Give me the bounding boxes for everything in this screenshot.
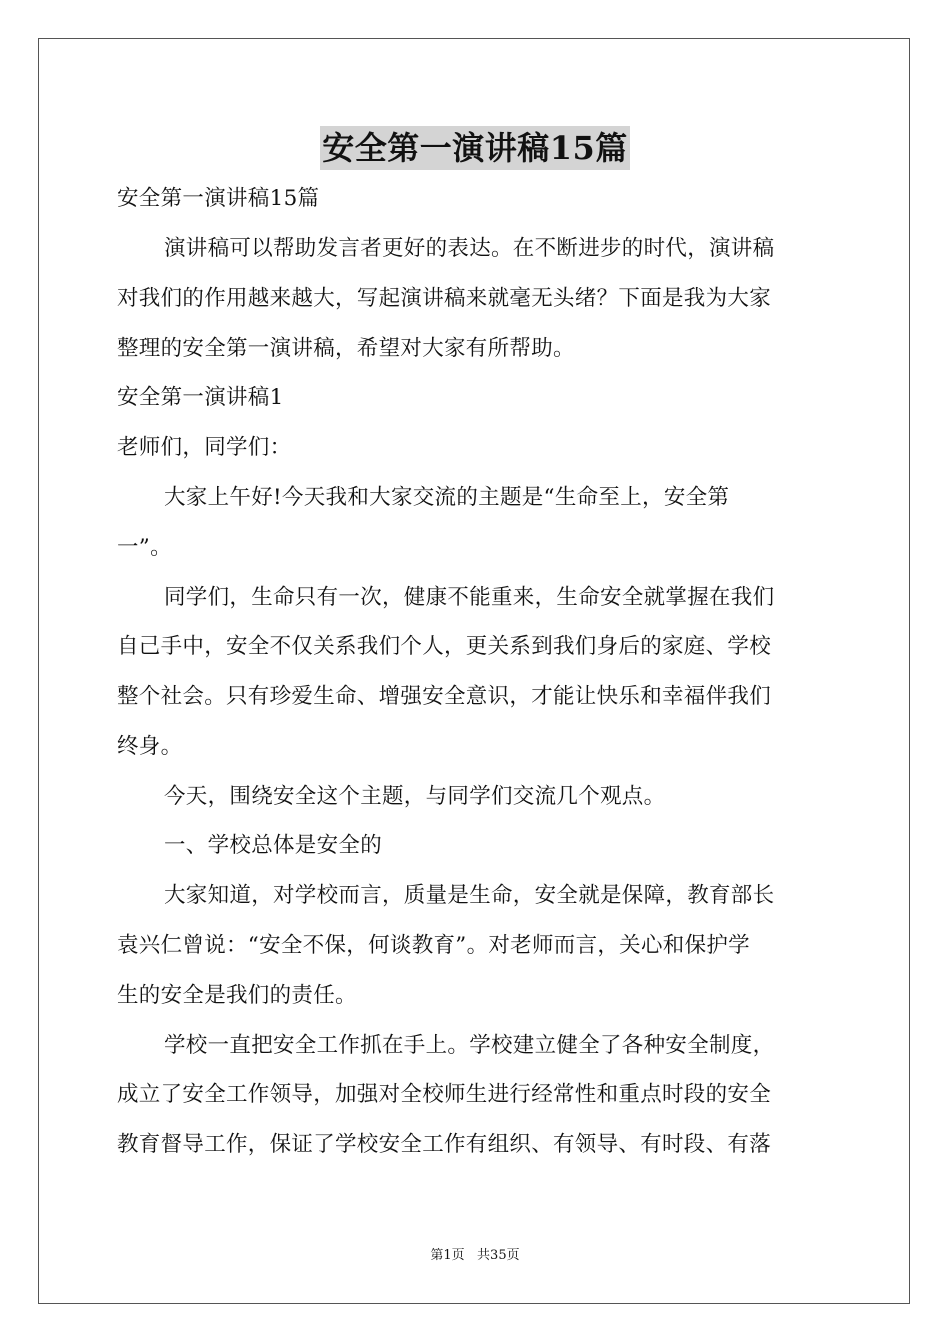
- text-line: 演讲稿可以帮助发言者更好的表达。在不断进步的时代，演讲稿: [164, 236, 775, 261]
- page-border: [38, 38, 910, 1304]
- text-line: 自己手中，安全不仅关系我们个人，更关系到我们身后的家庭、学校: [117, 634, 772, 659]
- text-line: 成立了安全工作领导，加强对全校师生进行经常性和重点时段的安全: [117, 1082, 772, 1107]
- subheading-line: 一、学校总体是安全的: [164, 833, 383, 858]
- text-line: 今天，围绕安全这个主题，与同学们交流几个观点。: [164, 784, 666, 809]
- text-line: 学校一直把安全工作抓在手上。学校建立健全了各种安全制度，: [164, 1033, 775, 1058]
- document-title: 安全第一演讲稿15篇: [320, 126, 630, 170]
- salutation: 老师们，同学们：: [117, 435, 292, 460]
- title-container: [0, 126, 950, 170]
- text-line: 整个社会。只有珍爱生命、增强安全意识，才能让快乐和幸福伴我们: [117, 684, 772, 709]
- text-line: 大家上午好!今天我和大家交流的主题是“生命至上，安全第: [164, 485, 730, 510]
- text-line: 同学们，生命只有一次，健康不能重来，生命安全就掌握在我们: [164, 585, 775, 610]
- text-line: 袁兴仁曾说：“安全不保，何谈教育”。对老师而言，关心和保护学: [117, 933, 750, 958]
- text-line: 终身。: [117, 734, 183, 759]
- page-footer: 第1页 共35页: [430, 1248, 520, 1263]
- text-line: 教育督导工作，保证了学校安全工作有组织、有领导、有时段、有落: [117, 1132, 772, 1157]
- text-line: 生的安全是我们的责任。: [117, 983, 357, 1008]
- section-heading: 安全第一演讲稿1: [117, 385, 284, 410]
- subtitle-line: 安全第一演讲稿15篇: [117, 186, 320, 211]
- text-line: 对我们的作用越来越大，写起演讲稿来就毫无头绪？下面是我为大家: [117, 286, 772, 311]
- text-line: 一”。: [117, 535, 172, 560]
- text-line: 整理的安全第一演讲稿，希望对大家有所帮助。: [117, 336, 575, 361]
- text-line: 大家知道，对学校而言，质量是生命，安全就是保障，教育部长: [164, 883, 775, 908]
